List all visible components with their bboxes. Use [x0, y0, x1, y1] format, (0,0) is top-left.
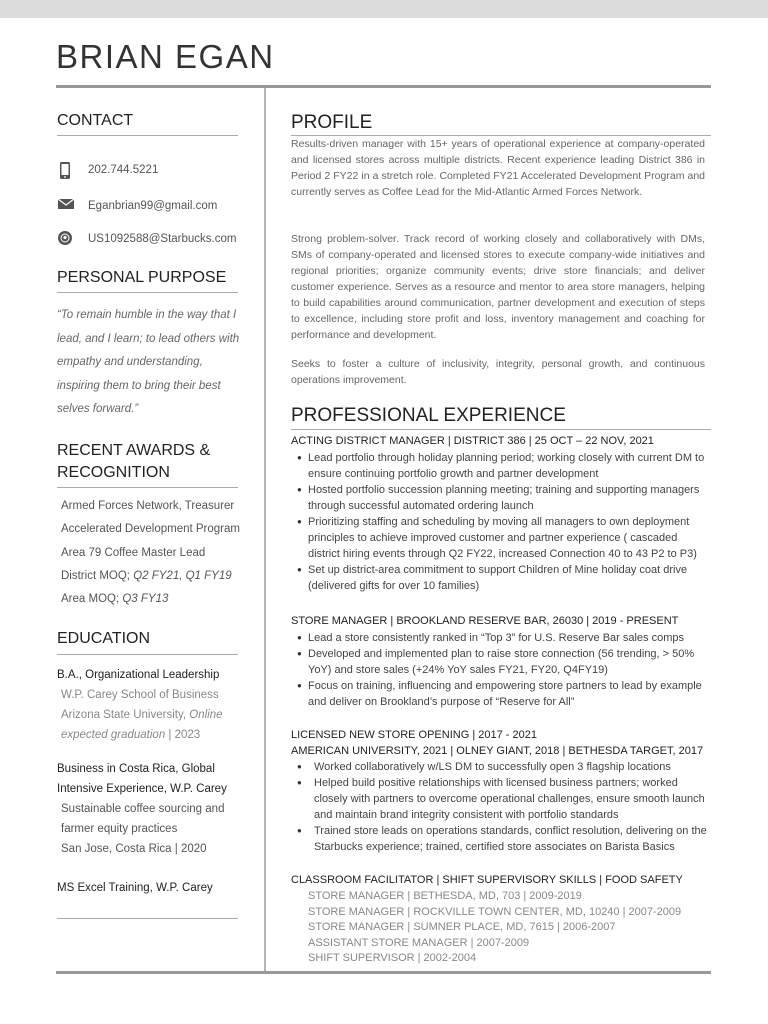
profile-paragraph: Strong problem-solver. Track record of working closely and collaboratively with DMs, SMs of company-operated and licensed stores to execute company-wide initiatives and regional priorities; organize community events; drive store financials; and deliver customer experience. Serves as a resource and mentor to area store managers, helping to build capabilities around communication, partner development and execution of steps to excellence, including store profit and loss, inventory management and coaching for performance and development.	[291, 233, 705, 341]
job-bullet: ● Focus on training, influencing and empowering store partners to lead by example and deliver on Brookland’s purpose of “Reserve for All”	[297, 678, 711, 710]
awards-list	[61, 495, 240, 611]
purpose-line: selves forward.”	[57, 403, 139, 415]
job-bullets	[297, 759, 711, 855]
awards-heading-line1: RECENT AWARDS &	[57, 442, 211, 459]
top-band	[0, 0, 768, 18]
contact-phone	[58, 162, 158, 178]
prior-role: ASSISTANT STORE MANAGER | 2007-2009	[308, 936, 530, 949]
footer-rule	[56, 971, 711, 974]
experience-rule	[291, 429, 711, 430]
purpose-heading: PERSONAL PURPOSE	[57, 269, 227, 286]
intl-title-line2: Intensive Experience, W.P. Carey	[57, 783, 227, 795]
job-bullet: ● Developed and implemented plan to raise store connection (56 trending, > 50% YoY) and store sales (+24% YoY sales FY21, FY20, Q4FY19)	[297, 646, 711, 678]
contact-work-email	[58, 231, 236, 247]
job-bullet: ● Hosted portfolio succession planning meeting; training and supporting managers through successful automated ordering launch	[297, 482, 711, 514]
award-item: Accelerated Development Program	[61, 523, 240, 536]
profile-paragraph: Results-driven manager with 15+ years of operational experience at company-operated and licensed stores across multiple districts. Recent experience leading District 386 in Period 2 FY22 in a stretch role. Completed FY21 Accelerated Development Program and currently serves as Coffee Lead for the Mid-Atlantic Armed Forces Network.	[291, 138, 705, 198]
purpose-line: lead, and I learn; to lead others with	[57, 332, 240, 345]
award-item: Area 79 Coffee Master Lead	[61, 546, 206, 559]
job-title: ACTING DISTRICT MANAGER | DISTRICT 386 | 25 OCT – 22 NOV, 2021	[291, 435, 654, 447]
job-bullets	[297, 630, 711, 710]
purpose-quote	[57, 304, 247, 422]
contact-email	[58, 198, 217, 214]
education-heading: EDUCATION	[57, 630, 151, 647]
phone-number[interactable]: 202.744.5221	[88, 164, 159, 176]
starbucks-logo-icon	[58, 231, 80, 247]
job-bullet: ● Worked collaboratively w/LS DM to successfully open 3 flagship locations	[297, 759, 711, 775]
graduation-line: expected graduation | 2023	[61, 729, 201, 741]
degree-title: B.A., Organizational Leadership	[57, 669, 220, 681]
intl-detail: farmer equity practices	[61, 823, 178, 835]
education-end-rule	[57, 918, 238, 919]
job-bullet: ● Lead portfolio through holiday planning period; working closely with current DM to ensure continuing portfolio growth and partner development	[297, 450, 711, 482]
purpose-line: “To remain humble in the way that I	[57, 309, 237, 321]
resume-name: BRIAN EGAN	[56, 38, 275, 75]
job-bullet: ● Trained store leads on operations standards, conflict resolution, delivering on the Starbucks experience; trained, certified store associates on Barista Basics	[297, 823, 711, 855]
intl-title-line1: Business in Costa Rica, Global	[57, 763, 215, 775]
award-item: District MOQ; Q2 FY21, Q1 FY19	[61, 569, 232, 582]
column-divider	[264, 88, 266, 971]
job-bullet: ● Helped build positive relationships with licensed business partners; worked closely with partners to overcome operational challenges, ensure smooth launch and maintain brand integrity consistent with portfolio standards	[297, 775, 711, 823]
intl-detail: San Jose, Costa Rica | 2020	[61, 843, 207, 855]
education-intl-block	[57, 759, 227, 859]
prior-role: STORE MANAGER | SUMNER PLACE, MD, 7615 | 2006-2007	[308, 921, 616, 933]
email-address[interactable]: Eganbrian99@gmail.com	[88, 200, 218, 212]
purpose-rule	[57, 292, 238, 293]
prior-role: SHIFT SUPERVISOR | 2002-2004	[308, 952, 477, 964]
contact-heading: CONTACT	[57, 112, 134, 129]
experience-heading: PROFESSIONAL EXPERIENCE	[291, 405, 566, 426]
excel-training: MS Excel Training, W.P. Carey	[57, 882, 213, 894]
work-email-address[interactable]: US1092588@Starbucks.com	[88, 233, 237, 245]
header-rule	[56, 85, 711, 88]
prior-roles-list	[308, 889, 681, 967]
job-bullet: ● Set up district-area commitment to support Children of Mine holiday coat drive (delivered gifts for over 10 families)	[297, 562, 711, 594]
award-item: Area MOQ; Q3 FY13	[61, 593, 169, 606]
prior-role: STORE MANAGER | BETHESDA, MD, 703 | 2009-2019	[308, 890, 582, 902]
award-item: Armed Forces Network, Treasurer	[61, 500, 235, 512]
envelope-icon	[58, 198, 80, 214]
profile-heading: PROFILE	[291, 112, 373, 133]
job-bullet: ● Lead a store consistently ranked in “Top 3” for U.S. Reserve Bar sales comps	[297, 630, 711, 646]
profile-paragraph: Seeks to foster a culture of inclusivity, integrity, personal growth, and continuous operations improvement.	[291, 358, 705, 386]
job-subtitle: AMERICAN UNIVERSITY, 2021 | OLNEY GIANT, 2018 | BETHESDA TARGET, 2017	[291, 745, 704, 757]
job-bullet: ● Prioritizing staffing and scheduling by moving all managers to own deployment principles to achieve improved customer and partner experience ( cascaded district hiring events through Q2 FY22, increased Connection 40 to 43 P2 to P3)	[297, 514, 711, 562]
phone-icon	[58, 162, 80, 178]
purpose-line: inspiring them to bring their best	[57, 379, 221, 392]
job-title: LICENSED NEW STORE OPENING | 2017 - 2021	[291, 729, 537, 741]
awards-heading-line2: RECOGNITION	[57, 464, 170, 481]
education-excel-block	[57, 878, 213, 898]
purpose-line: empathy and understanding,	[57, 356, 203, 368]
intl-detail: Sustainable coffee sourcing and	[61, 803, 225, 815]
school-name: W.P. Carey School of Business	[61, 689, 219, 701]
university-line: Arizona State University, Online	[61, 709, 223, 721]
awards-rule	[57, 487, 238, 488]
job-bullets	[297, 450, 711, 594]
contact-rule	[57, 135, 238, 136]
job-title: STORE MANAGER | BROOKLAND RESERVE BAR, 26030 | 2019 - PRESENT	[291, 615, 679, 627]
education-degree-block	[57, 665, 223, 745]
education-rule	[57, 654, 238, 655]
prior-role: STORE MANAGER | ROCKVILLE TOWN CENTER, MD, 10240 | 2007-2009	[308, 905, 682, 918]
job-title: CLASSROOM FACILITATOR | SHIFT SUPERVISORY SKILLS | FOOD SAFETY	[291, 874, 683, 886]
